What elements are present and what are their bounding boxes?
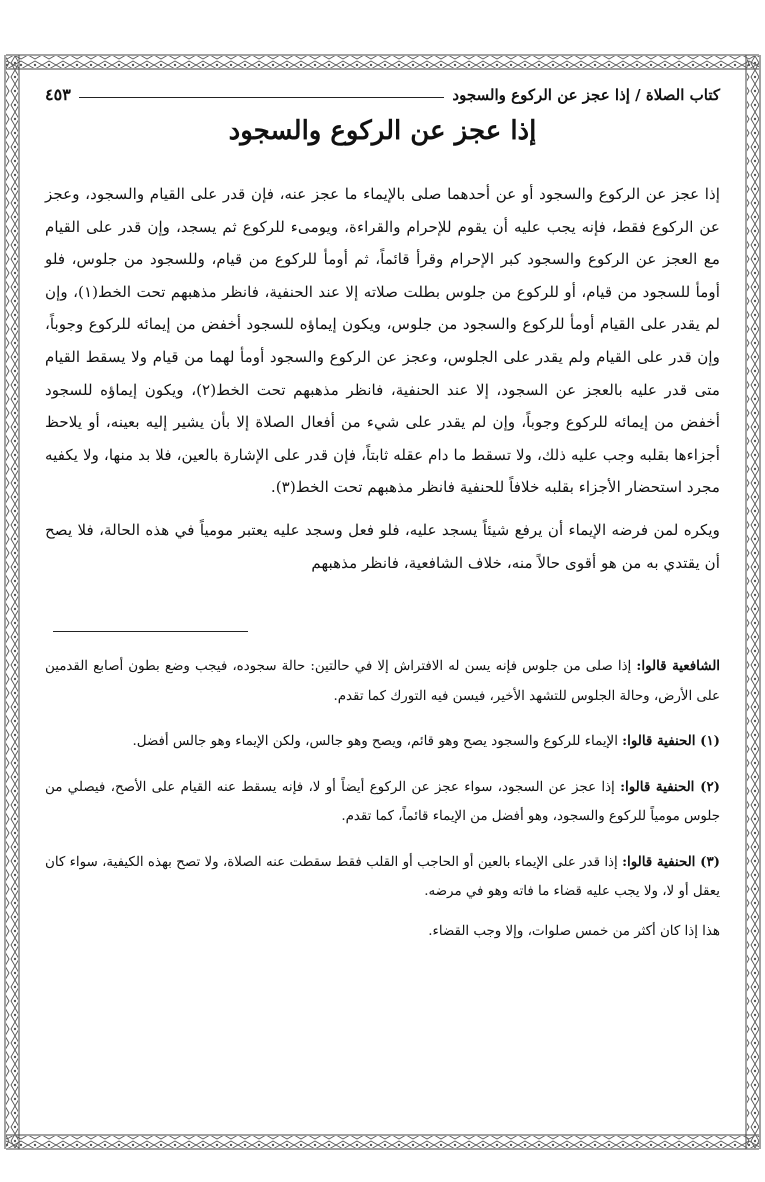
- footnote-text: الإيماء للركوع والسجود يصح وهو قائم، ويصح وهو جالس، ولكن الإيماء وهو جالس أفضل.: [132, 734, 623, 750]
- footnote-text: إذا قدر على الإيماء بالعين أو الحاجب أو القلب فقط سقطت عنه الصلاة، ولا تصح بهذه الكيفية، سواء كان يعقل أو لا، ولا يجب عليه قضاء ما فاته وهو في مرضه.: [45, 854, 720, 900]
- footnote-text: إذا صلى من جلوس فإنه يسن له الافتراش إلا في حالتين: حالة سجوده، فيجب وضع بطون أصابع القدمين على الأرض، وحالة الجلوس للتشهد الأخير، فيسن فيه التورك كما تقدم.: [45, 659, 720, 704]
- footnote-label: الشافعية قالوا:: [636, 658, 720, 675]
- body-paragraph: إذا عجز عن الركوع والسجود أو عن أحدهما صلى بالإيماء ما عجز عنه، فإن قدر على القيام والسجود، وعجز عن الركوع فقط، فإنه يجب عليه أن يقوم للإحرام والقراءة، ويومىء للركوع ثم يسجد، وإن قدر على القيام مع العجز عن الركوع والسجود كبر الإحرام وقرأ قائماً، ثم أومأ للركوع من قيام، وللسجود من جلوس، فلو أومأ للسجود من قيام، أو للركوع من جلوس بطلت صلاته إلا عند الحنفية، فانظر مذهبهم تحت الخط(١)، وإن لم يقدر على القيام أومأ للركوع والسجود من جلوس، ويكون إيماؤه للسجود أخفض من إيمائه للركوع وجوباً، وإن قدر على القيام ولم يقدر على الجلوس، وعجز عن الركوع والسجود أومأ لهما من قيام ولا يسقط القيام متى قدر عليه بالعجز عن السجود، إلا عند الحنفية، فانظر مذهبهم تحت الخط(٢)، ويكون إيماؤه للسجود أخفض من إيمائه للركوع وجوباً، وإن لم يقدر على شيء من أفعال الصلاة إلا بأن يشير إليه بعينه، أو يلاحظ أجزاءها بقلبه وجب عليه ذلك، ولا تسقط ما دام عقله ثابتاً، فإن قدر على الإشارة بالعين، فلا بد منها، ولا يكفيه مجرد استحضار الأجزاء بقلبه خلافاً للحنفية فانظر مذهبهم تحت الخط(٣).: [45, 185, 720, 497]
- footnote: [45, 773, 720, 832]
- footnote-label: (٢) الحنفية قالوا:: [620, 778, 720, 795]
- page-number: ٤٥٣: [45, 85, 71, 104]
- footnote: [45, 652, 720, 711]
- body-paragraph: ويكره لمن فرضه الإيماء أن يرفع شيئاً يسجد عليه، فلو فعل وسجد عليه يعتبر مومياً في هذه الحالة، فلا يصح أن يقتدي به من هو أقوى حالاً منه، خلاف الشافعية، فانظر مذهبهم: [45, 520, 720, 572]
- footnote-text: إذا عجز عن السجود، سواء عجز عن الركوع أيضاً أو لا، فإنه يسقط عنه القيام على الأصح، فيصلي من جلوس مومياً للركوع والسجود، وهو أفضل من الإيماء قائماً، كما تقدم.: [45, 779, 720, 825]
- footnote-label: (١) الحنفية قالوا:: [622, 733, 720, 750]
- running-header: [45, 74, 720, 104]
- footnote-separator-wrap: [45, 631, 720, 632]
- running-header-title: كتاب الصلاة / إذا عجز عن الركوع والسجود: [452, 86, 720, 104]
- section-heading: إذا عجز عن الركوع والسجود: [228, 116, 537, 146]
- footnote-continuation: هذا إذا كان أكثر من خمس صلوات، وإلا وجب القضاء.: [428, 923, 720, 939]
- page-content: [45, 74, 720, 962]
- footnote: [45, 727, 720, 757]
- header-rule: [79, 97, 445, 98]
- footnote-separator: [53, 631, 248, 632]
- footnote: [45, 848, 720, 907]
- footnote-label: (٣) الحنفية قالوا:: [622, 853, 720, 870]
